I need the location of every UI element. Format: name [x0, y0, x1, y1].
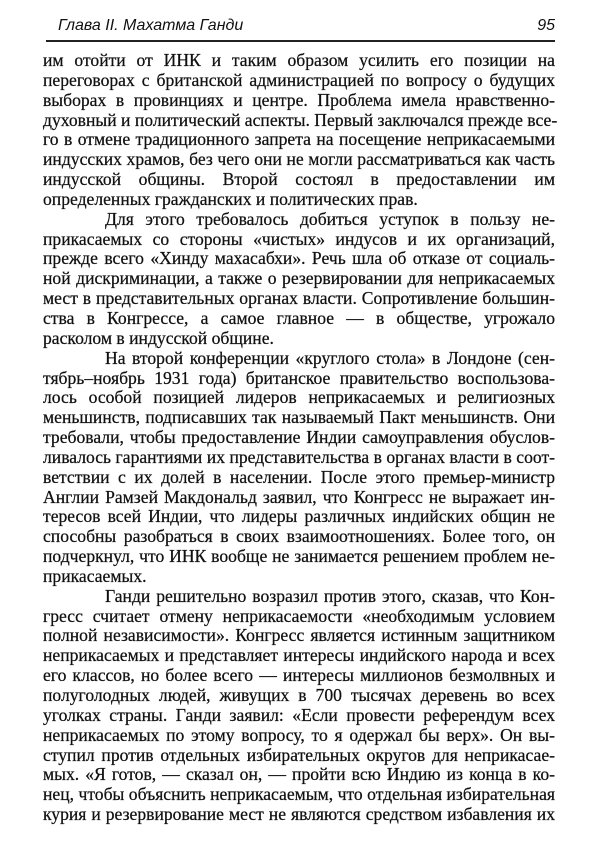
text-line: нец, чтобы объяснить неприкасаемым, что отдельная избирательная — [43, 784, 555, 805]
text-line: подчеркнул, что ИНК вообще не занимается решением проблем не- — [43, 546, 555, 567]
text-line: Англии Рамзей Макдональд заявил, что Конгресс не выражает ин- — [43, 486, 555, 507]
text-line: выборах в провинциях и центре. Проблема имела нравственно- — [43, 89, 555, 110]
text-line: духовный и политический аспекты. Первый заключался прежде все- — [43, 109, 558, 130]
text-line: прикасаемых. — [43, 565, 147, 586]
text-line: способны разобраться в своих взаимоотношениях. Более того, он — [43, 526, 555, 547]
text-line: его классов, но более всего — интересы миллионов безмолвных и — [43, 665, 555, 686]
text-line: уголках страны. Ганди заявил: «Если провести референдум всех — [43, 704, 555, 725]
text-line: прикасаемых со стороны «чистых» индусов и их организаций, — [43, 228, 555, 249]
text-line: полуголодных людей, живущих в 700 тысячах деревень во всех — [43, 685, 555, 705]
text-line: неприкасаемых и представляет интересы индийского народа и всех — [43, 645, 555, 666]
running-header — [46, 16, 555, 42]
text-line: неприкасаемых по этому вопросу, то я одержал бы верх». Он вы- — [43, 724, 555, 745]
text-line: требовали, чтобы предоставление Индии самоуправления обуслов- — [43, 427, 555, 448]
text-line: ветствии с их долей в населении. После этого премьер-министр — [43, 466, 555, 487]
text-line: меньшинств, подписавших так называемый Пакт меньшинств. Они — [43, 407, 555, 428]
text-line: им отойти от ИНК и таким образом усилить его позиции на — [43, 50, 555, 70]
text-line: мых. «Я готов, — сказал он, — пройти всю Индию из конца в ко- — [43, 764, 555, 785]
text-line: Ганди решительно возразил против этого, сказав, что Кон- — [105, 585, 555, 606]
text-line: расколом в индусской общине. — [43, 327, 274, 348]
paragraph — [43, 50, 558, 210]
text-line: индусских храмов, без чего они не могли рассматриваться как часть — [43, 149, 555, 170]
text-line: тересов всей Индии, что лидеры различных индийских общин не — [43, 506, 555, 527]
text-line: гресс считает отмену неприкасаемости «необходимым условием — [43, 605, 555, 626]
text-line: определенных гражданских и политических прав. — [43, 188, 418, 209]
text-line: мест в представительных органах власти. Сопротивление большин- — [43, 288, 555, 309]
text-line: ства в Конгрессе, а самое главное — в обществе, угрожало — [43, 307, 555, 328]
text-line: ступил против отдельных избирательных округов для неприкасае- — [43, 744, 555, 765]
text-line: лось особой позицией лидеров неприкасаемых и религиозных — [43, 387, 555, 408]
text-line: На второй конференции «круглого стола» в Лондоне (сен- — [105, 347, 555, 368]
text-line: прежде всего «Хинду махасабхи». Речь шла об отказе от социаль- — [43, 248, 555, 269]
paragraph — [43, 210, 555, 349]
text-line: тябрь–ноябрь 1931 года) британское правительство воспользова- — [43, 367, 555, 388]
text-line: индусской общины. Второй состоял в предоставлении им — [43, 169, 555, 190]
paragraph — [43, 349, 555, 587]
text-line: курия и резервирование мест не являются средством избавления их — [43, 804, 555, 825]
text-line: ливалось гарантиями их представительства в органах власти в соот- — [43, 446, 555, 467]
chapter-title: Глава II. Махатма Ганди — [58, 17, 244, 34]
text-line: Для этого требовалось добиться уступок в пользу не- — [105, 208, 555, 229]
text-line: полной независимости». Конгресс является истинным защитником — [43, 625, 555, 646]
text-line: го в отмене традиционного запрета на посещение неприкасаемыми — [43, 129, 555, 150]
text-line: переговорах с британской администрацией по вопросу о будущих — [43, 69, 555, 90]
text-line: ной дискриминации, а также о резервировании для неприкасаемых — [43, 268, 555, 289]
page-body-text — [43, 50, 558, 825]
page-number: 95 — [537, 17, 555, 34]
paragraph — [43, 587, 555, 825]
